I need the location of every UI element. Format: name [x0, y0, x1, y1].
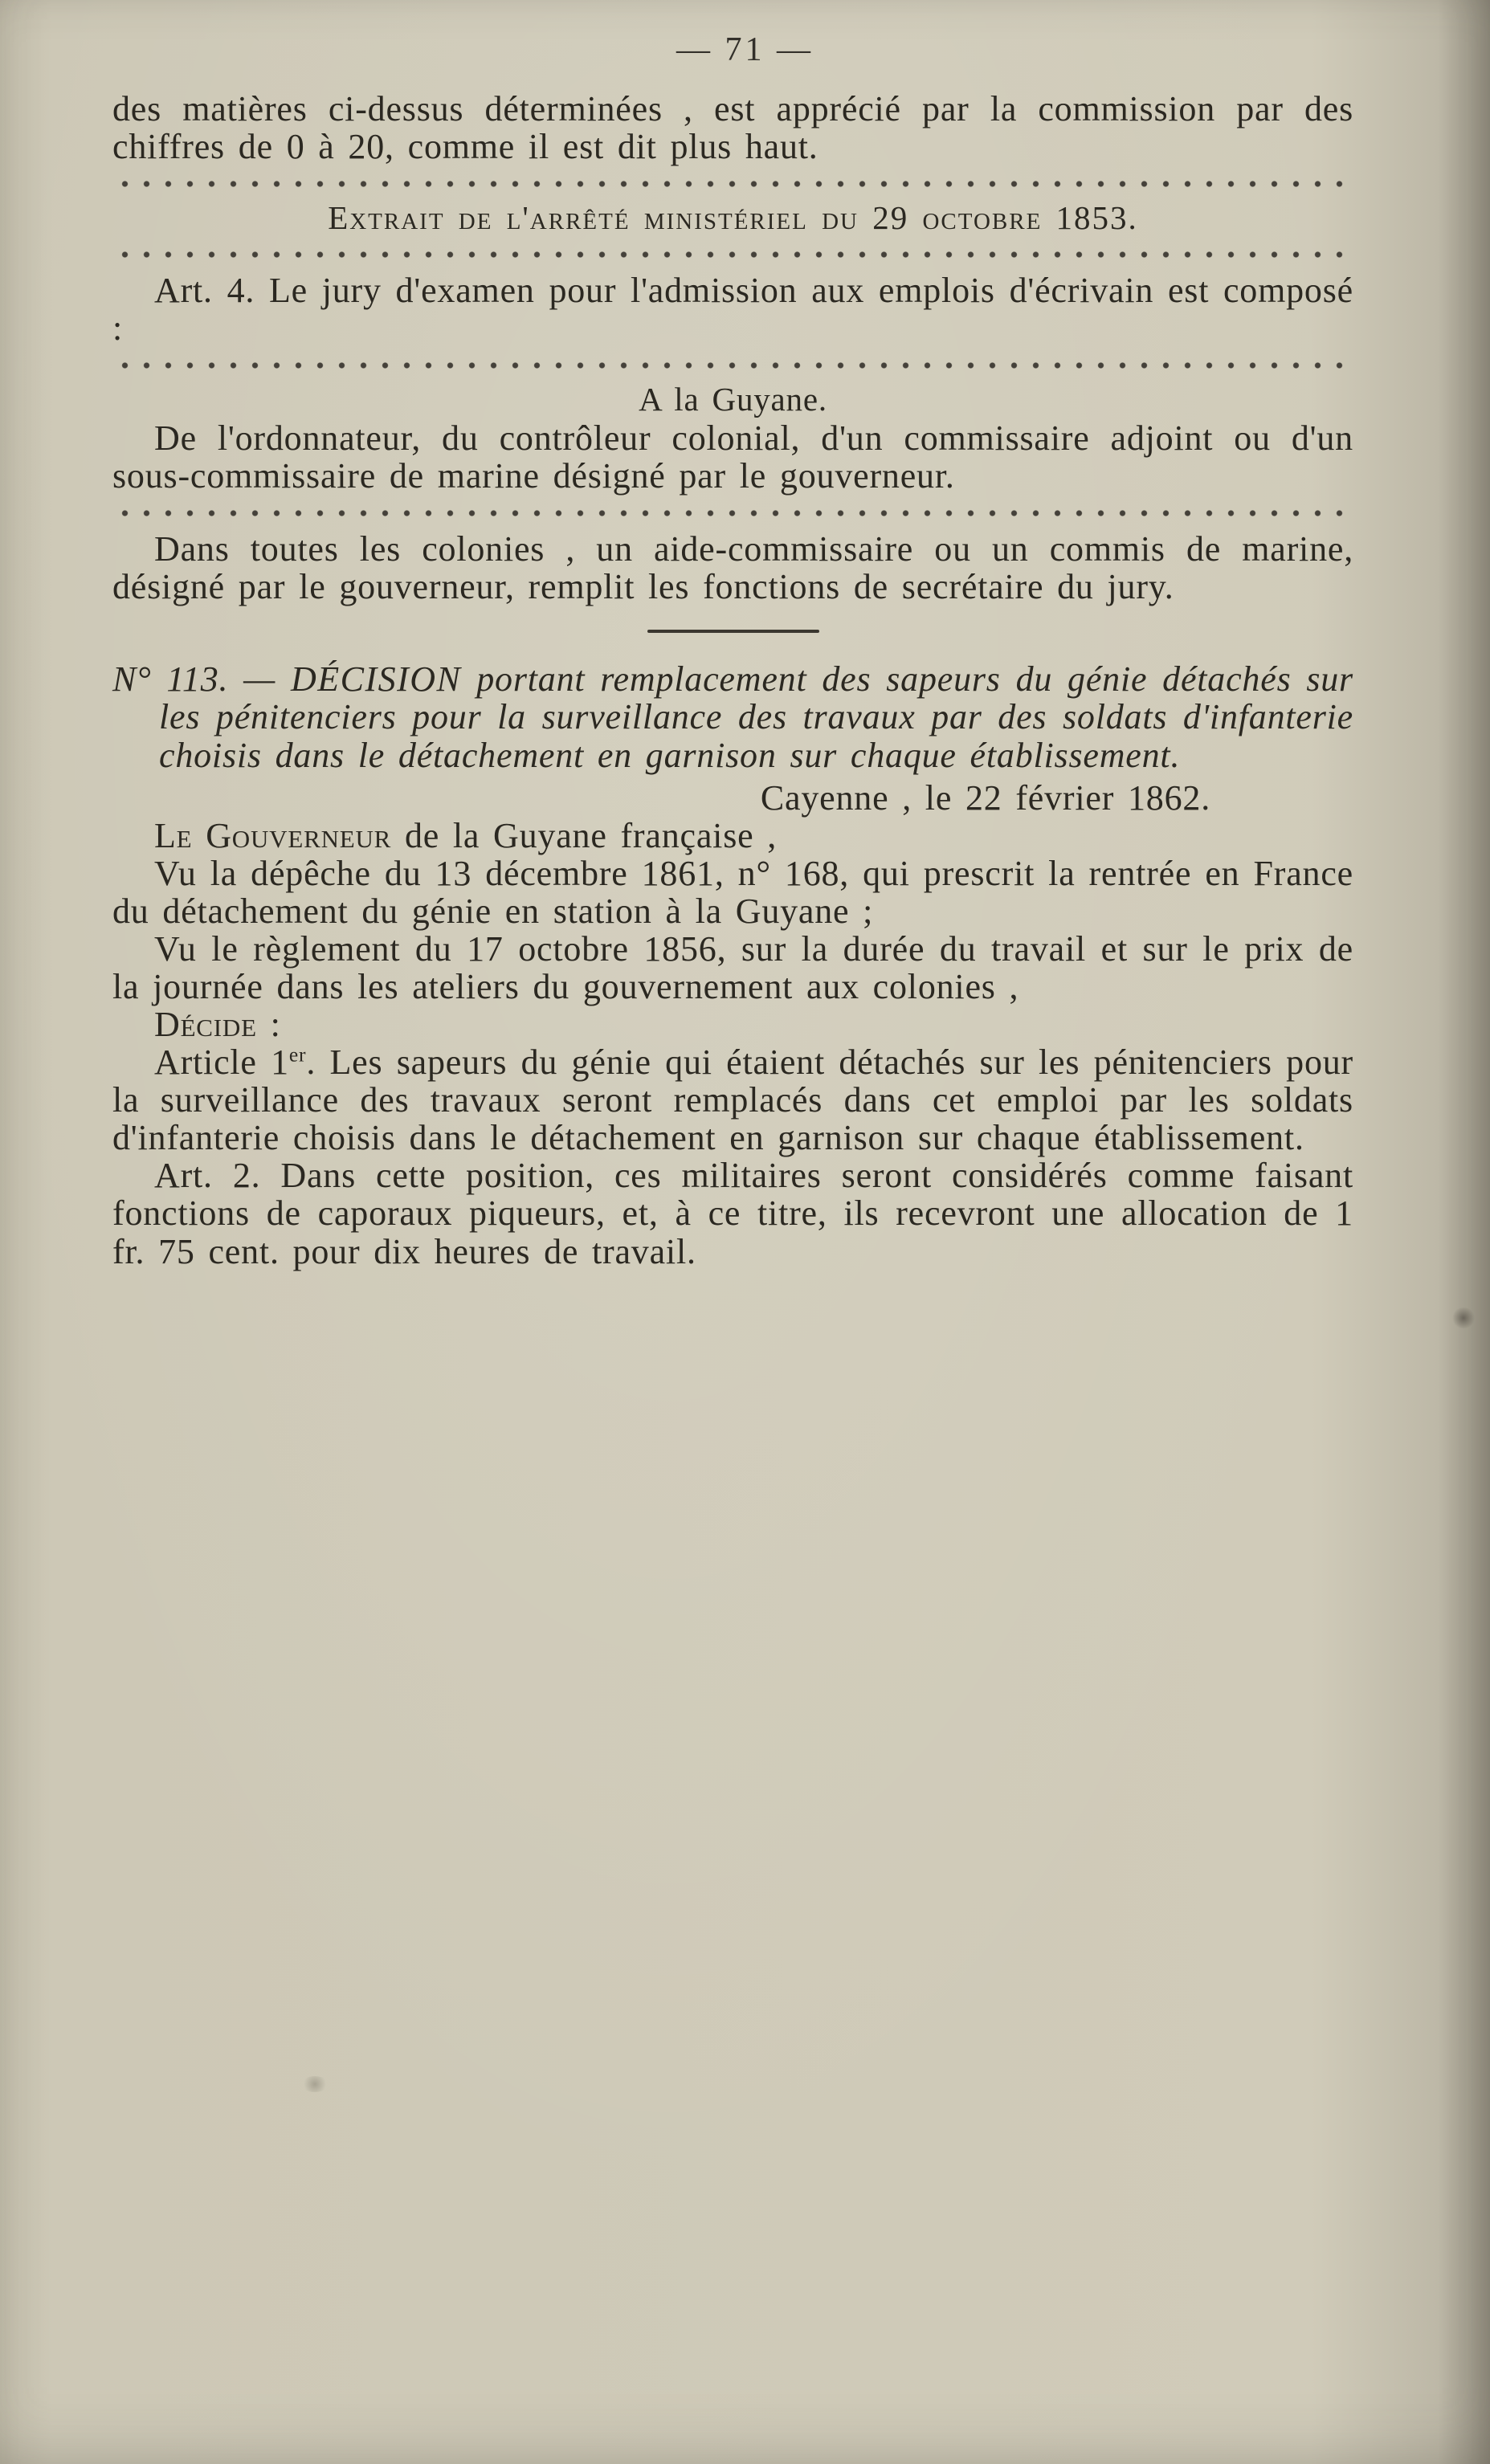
salutation-gouverneur [112, 817, 1353, 855]
decide-label: Décide : [154, 1005, 281, 1045]
paragraph-article-2: Art. 2. Dans cette position, ces militaires seront considérés comme faisant fonctions de caporaux piqueurs, et, à ce titre, ils recevront une allocation de 1 fr. 75 cent. pour dix heures de travail. [112, 1156, 1353, 1271]
paragraph-intro-continuation: des matières ci-dessus déterminées , est apprécié par la commission par des chiffres de 0 à 20, comme il est dit plus haut. [112, 89, 1353, 167]
dotted-separator [114, 250, 1352, 259]
subheading-a-la-guyane: A la Guyane. [639, 381, 827, 418]
paragraph-ordonnateur: De l'ordonnateur, du contrôleur colonial, d'un commissaire adjoint ou d'un sous-commissaire de marine désigné par le gouverneur. [112, 418, 1353, 496]
dotted-separator [114, 179, 1352, 189]
section-heading-extrait-arrete: Extrait de l'arrêté ministériel du 29 octobre 1853. [328, 199, 1138, 237]
page-edge-smudge [1451, 1307, 1476, 1328]
article-1-ordinal: er [288, 1042, 307, 1067]
article-1-lead: Article 1 [154, 1042, 289, 1083]
paragraph-article-4: Art. 4. Le jury d'examen pour l'admission aux emplois d'écrivain est composé : [112, 271, 1353, 349]
section-divider [647, 630, 819, 633]
dotted-separator [114, 508, 1352, 518]
salutation-rest: de la Guyane française , [391, 815, 778, 855]
decision-subject: portant remplacement des sapeurs du génie détachés sur les pénitenciers pour la surveillance des travaux par des soldats d'infanterie choisis dans le détachement en garnison sur chaque établissement. [159, 659, 1353, 775]
paper-stain [301, 2076, 329, 2092]
article-1-body: . Les sapeurs du génie qui étaient détachés sur les pénitenciers pour la surveillance des travaux seront remplacés dans cet emploi par les soldats d'infanterie choisis dans le détachement en garnison sur chaque établissement. [112, 1042, 1353, 1158]
page-body [0, 69, 1490, 1271]
paragraph-vu-reglement: Vu le règlement du 17 octobre 1856, sur la durée du travail et sur le prix de la journée dans les ateliers du gouvernement aux colonies , [112, 928, 1353, 1006]
decision-number: N° 113. — [112, 659, 291, 700]
page-number: — 71 — [676, 31, 814, 68]
decision-113-heading [112, 660, 1353, 773]
dateline-cayenne: Cayenne , le 22 février 1862. [760, 777, 1210, 818]
paragraph-vu-depeche: Vu la dépêche du 13 décembre 1861, n° 168, qui prescrit la rentrée en France du détachement du génie en station à la Guyane ; [112, 853, 1353, 931]
paragraph-article-1 [112, 1043, 1353, 1157]
dotted-separator [114, 361, 1352, 370]
decision-title-word: DÉCISION [290, 659, 462, 700]
paragraph-colonies-secretaire: Dans toutes les colonies , un aide-commissaire ou un commis de marine, désigné par le gouverneur, remplit les fonctions de secrétaire du jury. [112, 529, 1353, 607]
salutation-title: Le Gouverneur [154, 815, 392, 855]
